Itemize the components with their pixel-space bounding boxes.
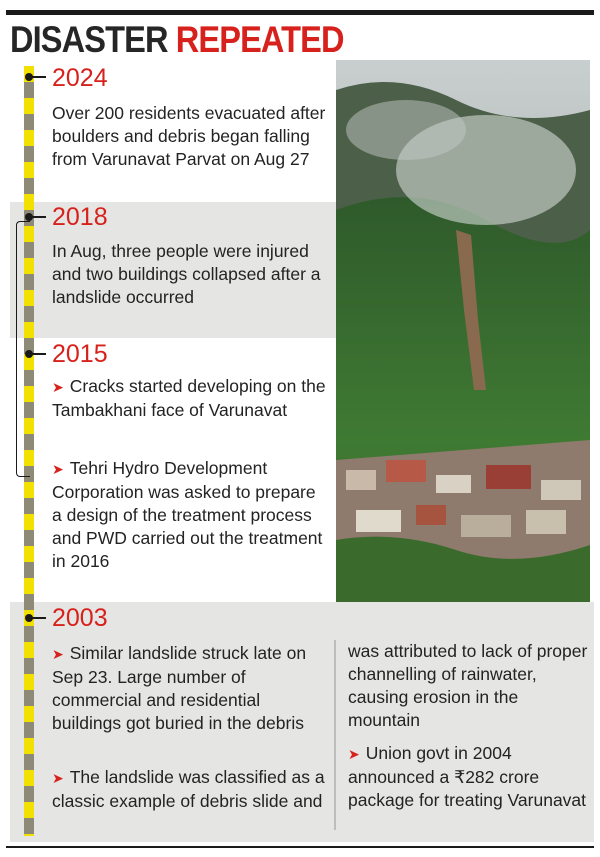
entry-2015-bullet-2-text: Tehri Hydro Development Corporation was asked to prepare a design of the treatment process and PWD carried out the treatment in 2016	[52, 458, 323, 571]
entry-2003-bullet-1	[52, 642, 328, 735]
entry-2003-bullet-3	[348, 742, 588, 812]
red-arrowhead-icon: ➤	[52, 461, 64, 477]
timeline-tick	[32, 76, 46, 78]
entry-2003-bullet-3-text: Union govt in 2004 announced a ₹282 crore package for treating Varunavat	[348, 743, 587, 810]
year-2024: 2024	[52, 64, 108, 92]
red-arrowhead-icon: ➤	[52, 770, 64, 786]
headline-word-2: REPEATED	[175, 19, 344, 60]
column-divider	[334, 640, 336, 830]
timeline-tick	[32, 617, 46, 619]
entry-2015-bullet-2	[52, 457, 328, 573]
red-arrowhead-icon: ➤	[348, 746, 360, 762]
landslide-photo	[336, 60, 590, 602]
entry-2003-bullet-1-text: Similar landslide struck late on Sep 23. Large number of commercial and residential buildings got buried in the debris	[52, 643, 307, 733]
timeline-tick	[32, 353, 46, 355]
entry-2003-bullet-2-text: The landslide was classified as a classic example of debris slide and	[52, 767, 325, 811]
entry-2015-bullet-1-text: Cracks started developing on the Tambakhani face of Varunavat	[52, 376, 326, 420]
bottom-rule	[6, 846, 594, 848]
red-arrowhead-icon: ➤	[52, 379, 64, 395]
red-arrowhead-icon: ➤	[52, 646, 64, 662]
entry-2003-bullet-2	[52, 766, 328, 813]
year-2018: 2018	[52, 203, 108, 231]
entry-2018-text: In Aug, three people were injured and two buildings collapsed after a landslide occurred	[52, 241, 321, 307]
entry-2024-text: Over 200 residents evacuated after boulders and debris began falling from Varunavat Parvat on Aug 27	[52, 103, 326, 169]
timeline-tick	[32, 216, 46, 218]
timeline-bracket	[16, 221, 30, 477]
headline-word-1: DISASTER	[10, 19, 168, 60]
year-2003: 2003	[52, 604, 108, 632]
top-rule	[6, 10, 594, 15]
year-2015: 2015	[52, 340, 108, 368]
entry-2003-continued-text: was attributed to lack of proper channelling of rainwater, causing erosion in the mountain	[348, 641, 588, 730]
entry-2015-bullet-1	[52, 375, 328, 422]
headline	[10, 18, 344, 62]
